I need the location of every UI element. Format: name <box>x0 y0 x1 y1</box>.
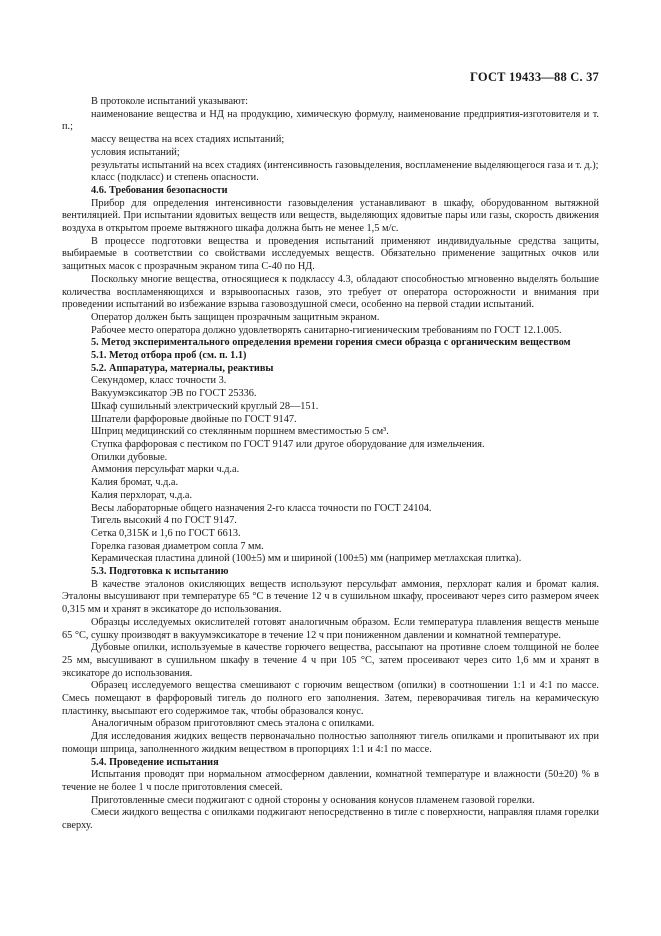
document-body <box>62 96 599 833</box>
section-heading: 4.6. Требования безопасности <box>91 184 228 196</box>
paragraph: В процессе подготовки вещества и проведения испытаний применяют индивидуальные средства защиты, выбираемые в соответствии со свойствами исследуемых веществ. Обязательно применение защитных очков или защитных масок с прозрачным экраном типа С-40 по НД. <box>62 235 599 273</box>
paragraph: Рабочее место оператора должно удовлетворять санитарно-гигиеническим требованиям по ГОСТ 12.1.005. <box>91 324 562 336</box>
paragraph: Для исследования жидких веществ первоначально полностью заполняют тигель опилками и пропитывают их при помощи шприца, заполненного жидким веществом в пропорциях 1:1 и 4:1 по массе. <box>62 731 599 755</box>
paragraph: Дубовые опилки, используемые в качестве горючего вещества, рассыпают на противне слоем толщиной не более 25 мм, высушивают в сушильном шкафу в течение 4 ч при 105 °С, затем просеивают через сито 1,6 мм и хранят в эксикаторе до использования. <box>62 642 599 679</box>
paragraph: массу вещества на всех стадиях испытаний; <box>91 134 285 146</box>
paragraph: В качестве эталонов окисляющих веществ используют персульфат аммония, перхлорат калия и бромат калия. Эталоны высушивают при температуре 65 °С в течение 12 ч в сушильном шкафу, просеивают через сито размером ячеек 0,315 мм и хранят в эксикаторе до использования. <box>62 578 599 616</box>
paragraph: Аналогичным образом приготовляют смесь эталона с опилками. <box>91 718 375 730</box>
paragraph: Горелка газовая диаметром сопла 7 мм. <box>91 540 264 552</box>
paragraph: Шкаф сушильный электрический круглый 28—151. <box>91 400 319 412</box>
section-heading: 5. Метод экспериментального определения времени горения смеси образца с органическим веществом <box>91 337 571 349</box>
paragraph: Вакуумэксикатор ЭВ по ГОСТ 25336. <box>91 388 257 400</box>
paragraph: Сетка 0,315К и 1,6 по ГОСТ 6613. <box>91 527 241 539</box>
paragraph: Тигель высокий 4 по ГОСТ 9147. <box>91 515 237 527</box>
paragraph: наименование вещества и НД на продукцию, химическую формулу, наименование предприятия-изготовителя и т. п.; <box>62 108 599 133</box>
paragraph: условия испытаний; <box>91 146 180 158</box>
paragraph: Образец исследуемого вещества смешивают с горючим веществом (опилки) в соотношении 1:1 и 4:1 по массе. Смесь помещают в фарфоровый тигель до полного его заполнения. Затем, переворачивая тигель на керамическую пластинку, высыпают его содержимое так, чтобы образовался конус. <box>62 680 599 717</box>
section-heading: 5.1. Метод отбора проб (см. п. 1.1) <box>91 350 247 362</box>
paragraph: Весы лабораторные общего назначения 2-го класса точности по ГОСТ 24104. <box>91 502 432 514</box>
paragraph: Шпатели фарфоровые двойные по ГОСТ 9147. <box>91 413 297 425</box>
paragraph: результаты испытаний на всех стадиях (интенсивность газовыделения, воспламенение выделяющегося газа и т. д.); <box>91 159 599 171</box>
section-heading: 5.3. Подготовка к испытанию <box>91 566 229 578</box>
paragraph: Опилки дубовые. <box>91 451 168 463</box>
paragraph: класс (подкласс) и степень опасности. <box>91 172 259 184</box>
paragraph: Калия бромат, ч.д.а. <box>91 477 179 489</box>
page-header: ГОСТ 19433—88 С. 37 <box>470 70 599 84</box>
paragraph: Образцы исследуемых окислителей готовят аналогичным образом. Если температура плавления веществ меньше 65 °С, сушку производят в вакуумэксикаторе в течение 12 ч при пониженном давлении и комнатной температуре. <box>62 616 599 641</box>
paragraph: Секундомер, класс точности 3. <box>91 375 227 387</box>
paragraph: Керамическая пластина длиной (100±5) мм и шириной (100±5) мм (например метлахская плитка). <box>91 553 522 565</box>
paragraph: Калия перхлорат, ч.д.а. <box>91 489 193 501</box>
paragraph: Прибор для определения интенсивности газовыделения устанавливают в шкафу, оборудованном вытяжной вентиляцией. При испытании ядовитых веществ или веществ, выделяющих ядовитые пары или газы, скорость движения воздуха в открытом проеме вытяжного шкафа должна быть не менее 1,5 м/с. <box>62 197 599 235</box>
paragraph: В протоколе испытаний указывают: <box>91 96 248 107</box>
paragraph: Приготовленные смеси поджигают с одной стороны у основания конусов пламенем газовой горелки. <box>91 794 535 806</box>
section-heading: 5.2. Аппаратура, материалы, реактивы <box>91 362 274 374</box>
paragraph: Оператор должен быть защищен прозрачным защитным экраном. <box>91 311 380 323</box>
paragraph: Смеси жидкого вещества с опилками поджигают непосредственно в тигле с поверхности, направляя пламя горелки сверху. <box>62 807 599 832</box>
paragraph: Испытания проводят при нормальном атмосферном давлении, комнатной температуре и влажности (50±20) % в течение не более 1 ч после приготовления смесей. <box>62 769 599 793</box>
paragraph: Поскольку многие вещества, относящиеся к подклассу 4.3, обладают способностью мгновенно выделять большие количества воспламеняющихся и взрывоопасных газов, это требует от оператора осторожности и внимания при проведении испытаний во избежание взрыва газовоздушной смеси, особенно на первой стадии испытаний. <box>62 273 599 311</box>
paragraph: Ступка фарфоровая с пестиком по ГОСТ 9147 или другое оборудование для измельчения. <box>91 438 485 450</box>
paragraph: Аммония персульфат марки ч.д.а. <box>91 464 240 476</box>
paragraph: Шприц медицинский со стеклянным поршнем вместимостью 5 см³. <box>91 426 389 438</box>
section-heading: 5.4. Проведение испытания <box>91 756 219 768</box>
